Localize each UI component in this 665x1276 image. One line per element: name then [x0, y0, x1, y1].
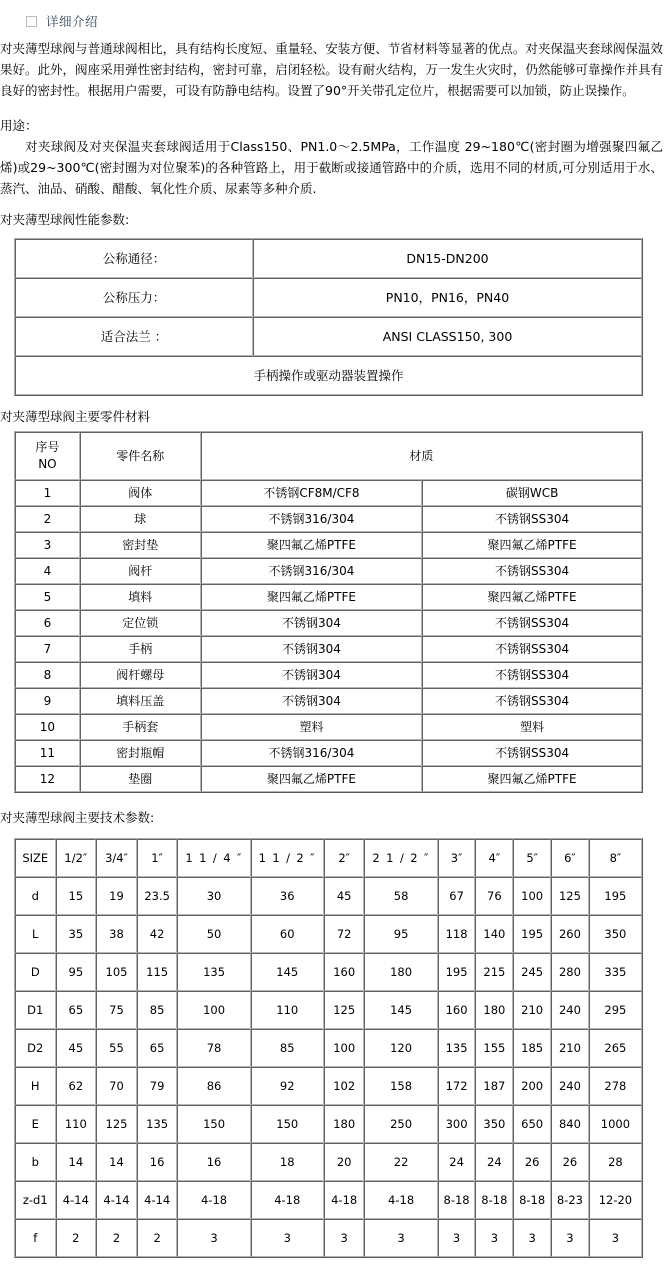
table-row [15, 1143, 642, 1181]
specs-cell: 295 [589, 991, 642, 1029]
table-row [15, 584, 642, 610]
specs-cell: 22 [364, 1143, 437, 1181]
specs-cell: 180 [364, 953, 437, 991]
cell-no: 10 [15, 714, 80, 740]
specs-cell: 8-18 [438, 1181, 476, 1219]
specs-cell: 140 [475, 915, 513, 953]
specs-cell: 840 [551, 1105, 589, 1143]
specs-cell: 155 [475, 1029, 513, 1067]
specs-cell: 26 [551, 1143, 589, 1181]
cell-name: 手柄套 [80, 714, 201, 740]
specs-cell: 15 [56, 877, 97, 915]
cell-name: 球 [80, 506, 201, 532]
specs-cell: 4-18 [177, 1181, 250, 1219]
specs-row-label: D1 [15, 991, 56, 1029]
materials-header-no-line2: NO [38, 457, 57, 471]
materials-header-name: 零件名称 [80, 432, 201, 480]
materials-header-no [15, 432, 80, 480]
specs-cell: 2 [137, 1219, 178, 1257]
materials-header-no-line1: 序号 [35, 440, 60, 454]
cell-material-2: 聚四氟乙烯PTFE [422, 766, 642, 792]
specs-cell: 30 [177, 877, 250, 915]
cell-no: 12 [15, 766, 80, 792]
cell-material-1: 聚四氟乙烯PTFE [201, 532, 422, 558]
specs-cell: 145 [251, 953, 324, 991]
specs-cell: 215 [475, 953, 513, 991]
specs-column-header: 1 1 / 2 ″ [251, 839, 324, 877]
specs-cell: 245 [513, 953, 551, 991]
table-row [15, 915, 642, 953]
cell-material-1: 聚四氟乙烯PTFE [201, 766, 422, 792]
specs-cell: 16 [177, 1143, 250, 1181]
performance-value: PN10，PN16，PN40 [253, 278, 642, 317]
specs-column-header: 5″ [513, 839, 551, 877]
cell-material-2: 聚四氟乙烯PTFE [422, 532, 642, 558]
cell-no: 5 [15, 584, 80, 610]
specs-cell: 35 [56, 915, 97, 953]
cell-name: 手柄 [80, 636, 201, 662]
specs-row-label: L [15, 915, 56, 953]
cell-material-2: 碳钢WCB [422, 480, 642, 506]
performance-value: DN15-DN200 [253, 239, 642, 278]
specs-cell: 24 [475, 1143, 513, 1181]
table-row [15, 317, 642, 356]
square-outline-icon [26, 16, 37, 27]
cell-material-2: 聚四氟乙烯PTFE [422, 584, 642, 610]
table-row [15, 662, 642, 688]
specs-cell: 3 [251, 1219, 324, 1257]
table-row [15, 1105, 642, 1143]
table-row [15, 953, 642, 991]
specs-cell: 95 [364, 915, 437, 953]
materials-caption: 对夹薄型球阀主要零件材料 [0, 409, 151, 424]
cell-material-2: 不锈钢SS304 [422, 636, 642, 662]
specs-cell: 2 [96, 1219, 137, 1257]
specs-cell: 195 [589, 877, 642, 915]
specs-table [14, 838, 643, 1258]
table-row [15, 356, 642, 395]
specs-cell: 3 [177, 1219, 250, 1257]
table-row [15, 558, 642, 584]
performance-value: ANSI CLASS150, 300 [253, 317, 642, 356]
cell-material-2: 不锈钢SS304 [422, 558, 642, 584]
specs-cell: 3 [513, 1219, 551, 1257]
specs-cell: 160 [438, 991, 476, 1029]
spacer [0, 396, 665, 406]
specs-cell: 240 [551, 1067, 589, 1105]
performance-caption: 对夹薄型球阀性能参数: [0, 212, 130, 227]
specs-cell: 4-14 [137, 1181, 178, 1219]
specs-cell: 100 [177, 991, 250, 1029]
table-row [15, 766, 642, 792]
cell-no: 9 [15, 688, 80, 714]
specs-cell: 195 [513, 915, 551, 953]
specs-cell: 120 [364, 1029, 437, 1067]
cell-name: 垫圈 [80, 766, 201, 792]
cell-material-2: 不锈钢SS304 [422, 662, 642, 688]
specs-column-header: 6″ [551, 839, 589, 877]
specs-cell: 100 [324, 1029, 365, 1067]
cell-material-2: 不锈钢SS304 [422, 506, 642, 532]
specs-cell: 45 [56, 1029, 97, 1067]
cell-name: 填料压盖 [80, 688, 201, 714]
specs-cell: 265 [589, 1029, 642, 1067]
specs-cell: 3 [438, 1219, 476, 1257]
specs-cell: 100 [513, 877, 551, 915]
specs-cell: 16 [137, 1143, 178, 1181]
specs-column-header: 2″ [324, 839, 365, 877]
specs-column-header: 3/4″ [96, 839, 137, 877]
specs-cell: 8-18 [475, 1181, 513, 1219]
specs-cell: 278 [589, 1067, 642, 1105]
cell-no: 1 [15, 480, 80, 506]
specs-cell: 125 [324, 991, 365, 1029]
cell-name: 阀杆 [80, 558, 201, 584]
cell-no: 3 [15, 532, 80, 558]
specs-cell: 72 [324, 915, 365, 953]
performance-footer: 手柄操作或驱动器装置操作 [15, 356, 642, 395]
specs-cell: 300 [438, 1105, 476, 1143]
table-row [15, 991, 642, 1029]
table-row [15, 877, 642, 915]
cell-material-1: 不锈钢CF8M/CF8 [201, 480, 422, 506]
specs-cell: 65 [56, 991, 97, 1029]
cell-material-1: 塑料 [201, 714, 422, 740]
specs-cell: 23.5 [137, 877, 178, 915]
section-heading [0, 0, 665, 38]
table-row [15, 278, 642, 317]
specs-cell: 3 [589, 1219, 642, 1257]
specs-cell: 118 [438, 915, 476, 953]
table-row [15, 688, 642, 714]
table-row [15, 480, 642, 506]
specs-cell: 240 [551, 991, 589, 1029]
specs-cell: 1000 [589, 1105, 642, 1143]
specs-cell: 195 [438, 953, 476, 991]
materials-header-material: 材质 [201, 432, 642, 480]
cell-material-1: 不锈钢304 [201, 610, 422, 636]
cell-material-1: 不锈钢316/304 [201, 740, 422, 766]
table-row [15, 506, 642, 532]
table-row [15, 636, 642, 662]
specs-column-header: 8″ [589, 839, 642, 877]
table-row [15, 239, 642, 278]
page-title: 详细介绍 [46, 14, 99, 29]
cell-material-2: 不锈钢SS304 [422, 740, 642, 766]
specs-cell: 12-20 [589, 1181, 642, 1219]
specs-cell: 210 [513, 991, 551, 1029]
specs-cell: 38 [96, 915, 137, 953]
specs-cell: 67 [438, 877, 476, 915]
specs-corner-label: SIZE [15, 839, 56, 877]
table-row [15, 610, 642, 636]
specs-cell: 180 [324, 1105, 365, 1143]
performance-table [14, 238, 643, 396]
specs-column-header: 1 1 / 4 ″ [177, 839, 250, 877]
cell-name: 定位锁 [80, 610, 201, 636]
specs-column-header: 2 1 / 2 ″ [364, 839, 437, 877]
specs-row-label: E [15, 1105, 56, 1143]
cell-material-1: 不锈钢304 [201, 688, 422, 714]
specs-cell: 200 [513, 1067, 551, 1105]
performance-key: 适合法兰 ： [15, 317, 253, 356]
specs-column-header: 4″ [475, 839, 513, 877]
table-row [15, 714, 642, 740]
spacer [0, 793, 665, 807]
specs-cell: 280 [551, 953, 589, 991]
specs-cell: 3 [551, 1219, 589, 1257]
specs-cell: 650 [513, 1105, 551, 1143]
materials-table [14, 431, 643, 793]
cell-material-1: 不锈钢316/304 [201, 558, 422, 584]
specs-cell: 150 [177, 1105, 250, 1143]
specs-cell: 36 [251, 877, 324, 915]
specs-cell: 4-18 [324, 1181, 365, 1219]
usage-paragraph: 对夹球阀及对夹保温夹套球阀适用于Class150、PN1.0～2.5MPa，工作温度 29~180℃(密封圈为增强聚四氟乙烯)或29~300℃(密封圈为对位聚苯)的各种管路上，用于截断或接通管路中的介质，选用不同的材质,可分别适用于水、蒸汽、油品、硝酸、醋酸、氧化性介质、尿素等多种介质. [0, 139, 663, 196]
specs-cell: 19 [96, 877, 137, 915]
specs-cell: 3 [475, 1219, 513, 1257]
specs-cell: 55 [96, 1029, 137, 1067]
cell-no: 2 [15, 506, 80, 532]
table-row [15, 1181, 642, 1219]
specs-cell: 92 [251, 1067, 324, 1105]
specs-cell: 135 [177, 953, 250, 991]
specs-cell: 14 [56, 1143, 97, 1181]
specs-cell: 4-14 [96, 1181, 137, 1219]
specs-cell: 86 [177, 1067, 250, 1105]
specs-cell: 250 [364, 1105, 437, 1143]
intro-paragraph: 对夹薄型球阀与普通球阀相比，具有结构长度短、重量轻、安装方便、节省材料等显著的优点。对夹保温夹套球阀保温效果好。此外，阀座采用弹性密封结构，密封可靠，启闭轻松。设有耐火结构，万一发生火灾时，仍然能够可靠操作并具有良好的密封性。根据用户需要，可设有防静电结构。设置了90°开关带孔定位片，根据需要可以加锁，防止误操作。 [0, 41, 663, 98]
specs-cell: 24 [438, 1143, 476, 1181]
spacer [0, 1258, 665, 1276]
specs-row-label: z-d1 [15, 1181, 56, 1219]
cell-name: 密封瓶帽 [80, 740, 201, 766]
specs-cell: 20 [324, 1143, 365, 1181]
specs-cell: 172 [438, 1067, 476, 1105]
table-header-row [15, 432, 642, 480]
specs-column-header: 1″ [137, 839, 178, 877]
specs-cell: 70 [96, 1067, 137, 1105]
table-row [15, 1029, 642, 1067]
specs-cell: 85 [251, 1029, 324, 1067]
cell-name: 阀杆螺母 [80, 662, 201, 688]
specs-cell: 125 [96, 1105, 137, 1143]
cell-no: 6 [15, 610, 80, 636]
specs-header-row [15, 839, 642, 877]
table-row [15, 740, 642, 766]
specs-cell: 135 [137, 1105, 178, 1143]
specs-cell: 79 [137, 1067, 178, 1105]
cell-no: 7 [15, 636, 80, 662]
cell-name: 阀体 [80, 480, 201, 506]
specs-cell: 26 [513, 1143, 551, 1181]
specs-cell: 18 [251, 1143, 324, 1181]
specs-row-label: H [15, 1067, 56, 1105]
specs-row-label: D [15, 953, 56, 991]
specs-cell: 350 [589, 915, 642, 953]
performance-key: 公称压力： [15, 278, 253, 317]
usage-label: 用途： [0, 118, 38, 133]
specs-cell: 4-14 [56, 1181, 97, 1219]
cell-material-2: 不锈钢SS304 [422, 610, 642, 636]
specs-cell: 62 [56, 1067, 97, 1105]
cell-material-2: 塑料 [422, 714, 642, 740]
specs-cell: 260 [551, 915, 589, 953]
cell-material-1: 不锈钢304 [201, 636, 422, 662]
specs-cell: 335 [589, 953, 642, 991]
cell-material-1: 不锈钢304 [201, 662, 422, 688]
table-row [15, 1219, 642, 1257]
specs-cell: 160 [324, 953, 365, 991]
specs-cell: 110 [251, 991, 324, 1029]
specs-cell: 14 [96, 1143, 137, 1181]
specs-cell: 2 [56, 1219, 97, 1257]
specs-cell: 180 [475, 991, 513, 1029]
cell-material-2: 不锈钢SS304 [422, 688, 642, 714]
table-row [15, 1067, 642, 1105]
specs-row-label: d [15, 877, 56, 915]
cell-material-1: 不锈钢316/304 [201, 506, 422, 532]
specs-cell: 78 [177, 1029, 250, 1067]
specs-cell: 58 [364, 877, 437, 915]
specs-cell: 50 [177, 915, 250, 953]
cell-name: 密封垫 [80, 532, 201, 558]
specs-cell: 8-23 [551, 1181, 589, 1219]
specs-cell: 3 [364, 1219, 437, 1257]
specs-row-label: b [15, 1143, 56, 1181]
specs-cell: 145 [364, 991, 437, 1029]
cell-material-1: 聚四氟乙烯PTFE [201, 584, 422, 610]
specs-cell: 105 [96, 953, 137, 991]
specs-cell: 42 [137, 915, 178, 953]
specs-cell: 185 [513, 1029, 551, 1067]
specs-cell: 45 [324, 877, 365, 915]
specs-column-header: 3″ [438, 839, 476, 877]
specs-row-label: D2 [15, 1029, 56, 1067]
specs-cell: 85 [137, 991, 178, 1029]
specs-cell: 135 [438, 1029, 476, 1067]
specs-cell: 8-18 [513, 1181, 551, 1219]
specs-cell: 150 [251, 1105, 324, 1143]
specs-cell: 3 [324, 1219, 365, 1257]
specs-cell: 4-18 [364, 1181, 437, 1219]
specs-cell: 65 [137, 1029, 178, 1067]
specs-cell: 110 [56, 1105, 97, 1143]
specs-cell: 102 [324, 1067, 365, 1105]
spacer [0, 101, 665, 115]
table-row [15, 532, 642, 558]
performance-key: 公称通径： [15, 239, 253, 278]
specs-cell: 4-18 [251, 1181, 324, 1219]
specs-cell: 187 [475, 1067, 513, 1105]
specs-cell: 75 [96, 991, 137, 1029]
specs-caption: 对夹薄型球阀主要技术参数: [0, 810, 155, 825]
cell-no: 8 [15, 662, 80, 688]
specs-row-label: f [15, 1219, 56, 1257]
cell-name: 填料 [80, 584, 201, 610]
specs-column-header: 1/2″ [56, 839, 97, 877]
specs-cell: 76 [475, 877, 513, 915]
cell-no: 4 [15, 558, 80, 584]
spacer [0, 199, 665, 209]
specs-cell: 350 [475, 1105, 513, 1143]
specs-cell: 210 [551, 1029, 589, 1067]
specs-cell: 158 [364, 1067, 437, 1105]
specs-cell: 115 [137, 953, 178, 991]
specs-cell: 60 [251, 915, 324, 953]
specs-cell: 95 [56, 953, 97, 991]
specs-cell: 125 [551, 877, 589, 915]
specs-cell: 28 [589, 1143, 642, 1181]
cell-no: 11 [15, 740, 80, 766]
